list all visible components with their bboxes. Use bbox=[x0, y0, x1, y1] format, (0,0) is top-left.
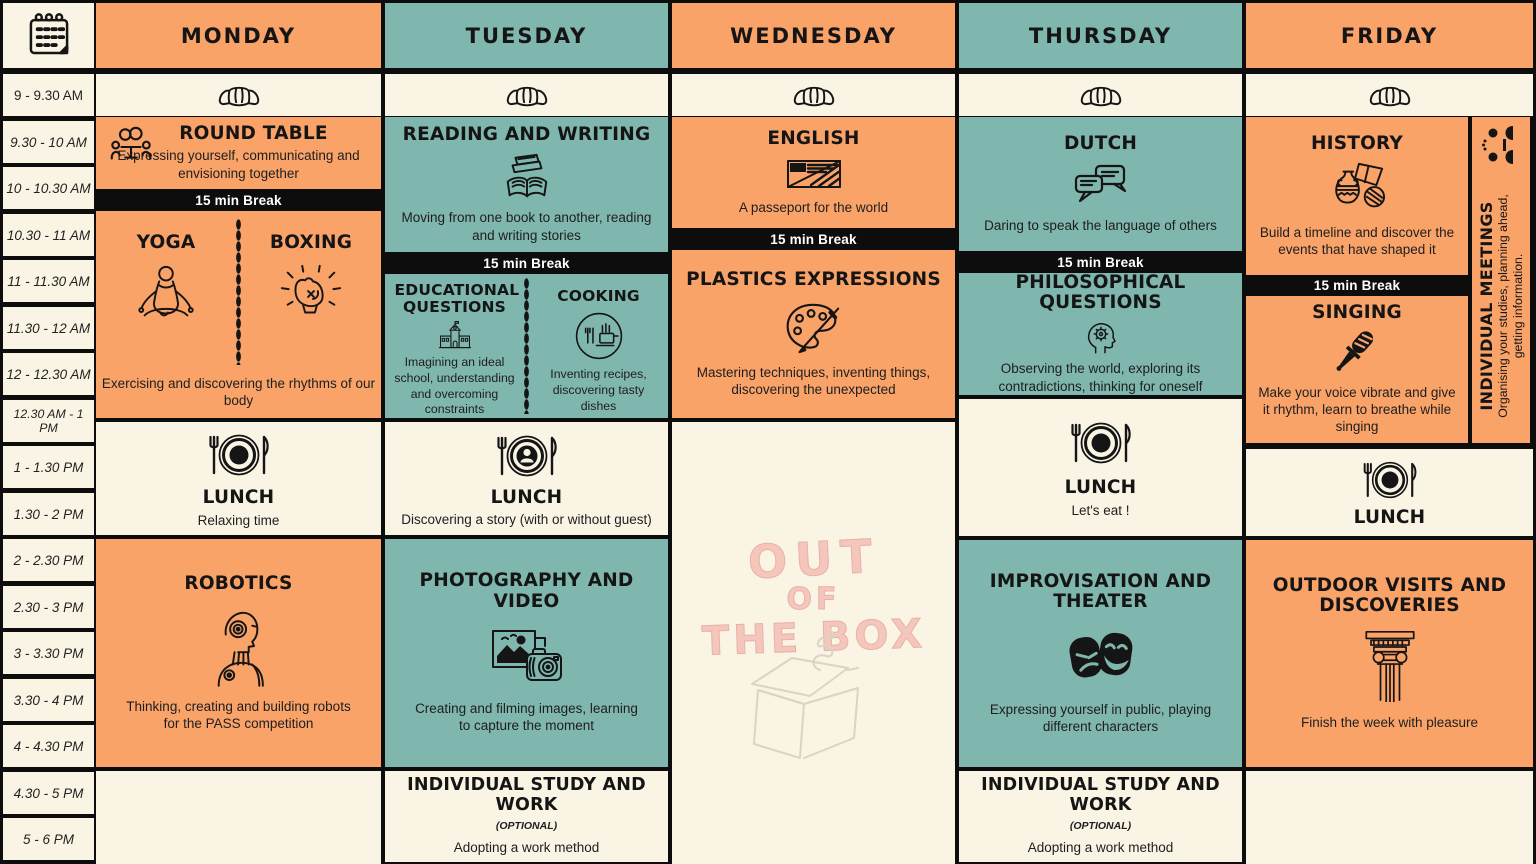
time-cell-13 bbox=[3, 679, 94, 721]
cell-monday-empty bbox=[96, 771, 381, 864]
activity-desc: Expressing yourself, communicating and envisioning together bbox=[117, 148, 360, 181]
cell-thursday-study bbox=[959, 771, 1242, 862]
cell-thursday-improv bbox=[959, 540, 1242, 767]
watermark-line: OUT bbox=[746, 528, 881, 590]
day-header-label: TUESDAY bbox=[465, 23, 588, 48]
time-cell-1 bbox=[3, 121, 94, 163]
cell-tuesday-study bbox=[385, 771, 668, 862]
break-label: 15 min Break bbox=[1313, 278, 1401, 293]
cell-monday-sport bbox=[96, 211, 381, 418]
educational-half bbox=[385, 274, 524, 418]
speech-bubbles-icon bbox=[1072, 162, 1130, 210]
break-bar-tuesday bbox=[385, 252, 668, 274]
activity-title: ROBOTICS bbox=[184, 572, 293, 594]
camera-photo-icon bbox=[489, 626, 565, 686]
croissant-icon bbox=[504, 80, 550, 111]
greek-column-icon bbox=[1362, 628, 1418, 702]
time-cell-10 bbox=[3, 539, 94, 581]
cell-wednesday-blank bbox=[672, 422, 955, 864]
time-label: 12.30 AM - 1 PM bbox=[13, 407, 84, 435]
microphone-icon bbox=[1331, 328, 1383, 380]
individual-meetings-content bbox=[1472, 117, 1530, 443]
break-label: 15 min Break bbox=[770, 231, 857, 247]
time-cell-6 bbox=[3, 353, 94, 395]
time-cell-0 bbox=[3, 74, 94, 116]
croissant-icon bbox=[791, 80, 837, 111]
activity-title: COOKING bbox=[557, 287, 640, 305]
cell-friday-individual-meetings bbox=[1472, 117, 1530, 443]
break-bar-monday bbox=[96, 189, 381, 211]
activity-title: INDIVIDUAL STUDY AND WORK bbox=[407, 775, 646, 815]
break-label: 15 min Break bbox=[1057, 254, 1144, 270]
activity-title: LUNCH bbox=[1353, 507, 1426, 529]
activity-desc: Thinking, creating and building robots for the PASS competition bbox=[126, 698, 351, 732]
header-tuesday bbox=[385, 3, 668, 68]
breakfast-monday bbox=[96, 74, 381, 116]
activity-desc: A passeport for the world bbox=[738, 200, 889, 216]
time-label: 5 - 6 PM bbox=[22, 831, 74, 847]
day-header-label: WEDNESDAY bbox=[730, 23, 897, 48]
cell-friday-empty bbox=[1246, 771, 1533, 864]
activity-desc: Observing the world, exploring its contradictions, thinking for oneself bbox=[998, 361, 1203, 394]
activity-title: ROUND TABLE bbox=[179, 123, 328, 145]
calendar-icon bbox=[23, 10, 75, 62]
activity-desc: Adopting a work method bbox=[453, 840, 600, 856]
watermark-line: THE BOX bbox=[700, 611, 927, 665]
time-label: 11.30 - 12 AM bbox=[6, 320, 91, 336]
activity-desc: Expressing yourself in public, playing different characters bbox=[989, 701, 1212, 734]
activity-desc: Moving from one book to another, reading and writing stories bbox=[401, 210, 652, 243]
cell-thursday-lunch bbox=[959, 399, 1242, 536]
watermark-line: OF bbox=[786, 582, 841, 617]
optional-label: (OPTIONAL) bbox=[1069, 819, 1132, 832]
activity-title: IMPROVISATION AND THEATER bbox=[989, 570, 1212, 613]
head-gear-icon bbox=[1078, 318, 1124, 357]
cell-wednesday-plastics bbox=[672, 250, 955, 418]
time-label: 2.30 - 3 PM bbox=[13, 599, 84, 615]
time-label: 4.30 - 5 PM bbox=[13, 785, 84, 801]
activity-desc: Exercising and discovering the rhythms of our body bbox=[101, 376, 376, 409]
cell-friday-history bbox=[1246, 117, 1468, 275]
cell-monday-lunch bbox=[96, 422, 381, 535]
breakfast-thursday bbox=[959, 74, 1242, 116]
activity-title: BOXING bbox=[269, 232, 353, 253]
activity-desc: Make your voice vibrate and give it rhythm, learn to breathe while singing bbox=[1258, 384, 1456, 435]
break-bar-thursday bbox=[959, 251, 1242, 273]
break-bar-wednesday bbox=[672, 228, 955, 250]
activity-desc: Organising your studies, planning ahead, getting information. bbox=[1495, 194, 1525, 418]
time-cell-12 bbox=[3, 632, 94, 674]
activity-title: ENGLISH bbox=[767, 127, 860, 149]
time-label: 10 - 10.30 AM bbox=[6, 180, 91, 196]
time-cell-7 bbox=[3, 400, 94, 442]
cell-friday-outdoor bbox=[1246, 540, 1533, 767]
activity-desc: Inventing recipes, discovering tasty dishes bbox=[550, 367, 647, 413]
cell-thursday-philosophical bbox=[959, 273, 1242, 395]
activity-desc: Finish the week with pleasure bbox=[1300, 715, 1479, 731]
header-thursday bbox=[959, 3, 1242, 68]
breakfast-tuesday bbox=[385, 74, 668, 116]
activity-desc: Mastering techniques, inventing things, discovering the unexpected bbox=[696, 364, 931, 398]
activity-desc: Discovering a story (with or without guest) bbox=[401, 512, 652, 528]
activity-title: LUNCH bbox=[490, 486, 563, 508]
time-label: 11 - 11.30 AM bbox=[7, 273, 90, 289]
history-artifacts-icon bbox=[1324, 160, 1390, 218]
boxing-glove-icon bbox=[275, 259, 347, 329]
uk-us-flag-icon bbox=[785, 156, 843, 192]
activity-title: PLASTICS EXPRESSIONS bbox=[686, 268, 941, 290]
activity-desc: Imagining an ideal school, understanding and overcoming constraints bbox=[394, 355, 515, 417]
cell-thursday-dutch bbox=[959, 117, 1242, 251]
calendar-corner-cell bbox=[3, 3, 94, 68]
theater-masks-icon bbox=[1059, 627, 1143, 687]
optional-label: (OPTIONAL) bbox=[495, 819, 558, 832]
cooking-half bbox=[529, 274, 668, 418]
day-header-label: THURSDAY bbox=[1028, 23, 1173, 48]
time-cell-11 bbox=[3, 586, 94, 628]
activity-title: OUTDOOR VISITS AND DISCOVERIES bbox=[1272, 574, 1507, 616]
activity-title: DUTCH bbox=[1063, 133, 1138, 155]
books-icon bbox=[496, 151, 558, 203]
lunch-plate-icon bbox=[1063, 416, 1139, 470]
round-table-icon bbox=[108, 125, 154, 169]
time-label: 3.30 - 4 PM bbox=[13, 692, 84, 708]
activity-title: SINGING bbox=[1312, 302, 1402, 324]
cell-wednesday-english bbox=[672, 117, 955, 228]
activity-title: PHOTOGRAPHY AND VIDEO bbox=[419, 570, 634, 612]
activity-title: YOGA bbox=[136, 232, 196, 253]
meeting-icon bbox=[1481, 123, 1521, 167]
cooking-icon bbox=[574, 311, 624, 361]
activity-desc: Relaxing time bbox=[197, 512, 280, 528]
time-cell-4 bbox=[3, 260, 94, 302]
school-icon bbox=[428, 321, 482, 350]
header-wednesday bbox=[672, 3, 955, 68]
time-cell-5 bbox=[3, 307, 94, 349]
palette-icon bbox=[782, 299, 846, 355]
time-cell-16 bbox=[3, 818, 94, 860]
break-bar-friday bbox=[1246, 275, 1468, 296]
cell-tuesday-lunch bbox=[385, 422, 668, 535]
activity-title: INDIVIDUAL MEETINGS bbox=[1476, 201, 1496, 411]
activity-title: READING AND WRITING bbox=[402, 124, 651, 146]
break-label: 15 min Break bbox=[483, 255, 570, 271]
cell-friday-lunch bbox=[1246, 449, 1533, 536]
time-label: 1 - 1.30 PM bbox=[13, 459, 84, 475]
time-label: 12 - 12.30 AM bbox=[6, 366, 91, 382]
lunch-plate-icon bbox=[201, 428, 277, 482]
time-cell-15 bbox=[3, 772, 94, 814]
time-cell-9 bbox=[3, 493, 94, 535]
breakfast-friday bbox=[1246, 74, 1533, 116]
time-cell-14 bbox=[3, 725, 94, 767]
day-header-label: FRIDAY bbox=[1340, 23, 1439, 48]
lunch-plate-icon bbox=[1355, 456, 1425, 504]
time-label: 10.30 - 11 AM bbox=[6, 227, 91, 243]
time-label: 2 - 2.30 PM bbox=[13, 552, 84, 568]
cell-tuesday-edu-cooking bbox=[385, 274, 668, 418]
day-header-label: MONDAY bbox=[180, 23, 297, 48]
cell-tuesday-reading bbox=[385, 117, 668, 252]
croissant-icon bbox=[1367, 80, 1413, 111]
time-label: 4 - 4.30 PM bbox=[13, 738, 84, 754]
time-cell-8 bbox=[3, 446, 94, 488]
time-cell-3 bbox=[3, 214, 94, 256]
yoga-icon bbox=[129, 263, 203, 329]
break-label: 15 min Break bbox=[195, 192, 282, 208]
activity-desc: Adopting a work method bbox=[1027, 840, 1174, 856]
breakfast-wednesday bbox=[672, 74, 955, 116]
time-label: 1.30 - 2 PM bbox=[13, 506, 84, 522]
activity-desc: Build a timeline and discover the events that have shaped it bbox=[1259, 224, 1455, 258]
activity-title: PHILOSOPHICAL QUESTIONS bbox=[1015, 272, 1186, 314]
time-label: 9.30 - 10 AM bbox=[10, 134, 87, 150]
lunch-plate-guest-icon bbox=[489, 429, 565, 483]
activity-desc: Daring to speak the language of others bbox=[984, 217, 1217, 233]
header-monday bbox=[96, 3, 381, 68]
croissant-icon bbox=[216, 80, 262, 111]
boxing-half bbox=[241, 219, 381, 365]
activity-title: HISTORY bbox=[1310, 132, 1404, 154]
activity-desc: Creating and filming images, learning to capture the moment bbox=[415, 701, 638, 734]
activity-desc: Let's eat ! bbox=[1071, 502, 1130, 518]
time-label: 3 - 3.30 PM bbox=[13, 645, 84, 661]
time-cell-2 bbox=[3, 167, 94, 209]
time-label: 9 - 9.30 AM bbox=[13, 87, 84, 103]
open-box-sketch bbox=[730, 618, 900, 770]
robot-icon bbox=[201, 604, 277, 688]
cell-monday-round-table bbox=[96, 117, 381, 189]
activity-title: INDIVIDUAL STUDY AND WORK bbox=[981, 775, 1220, 815]
yoga-half bbox=[96, 219, 236, 365]
activity-title: LUNCH bbox=[202, 487, 275, 509]
activity-title: LUNCH bbox=[1064, 477, 1137, 499]
activity-title: EDUCATIONAL QUESTIONS bbox=[394, 281, 520, 317]
cell-monday-robotics bbox=[96, 539, 381, 767]
cell-friday-singing bbox=[1246, 296, 1468, 443]
croissant-icon bbox=[1078, 80, 1124, 111]
cell-tuesday-photography bbox=[385, 539, 668, 767]
header-friday bbox=[1246, 3, 1533, 68]
